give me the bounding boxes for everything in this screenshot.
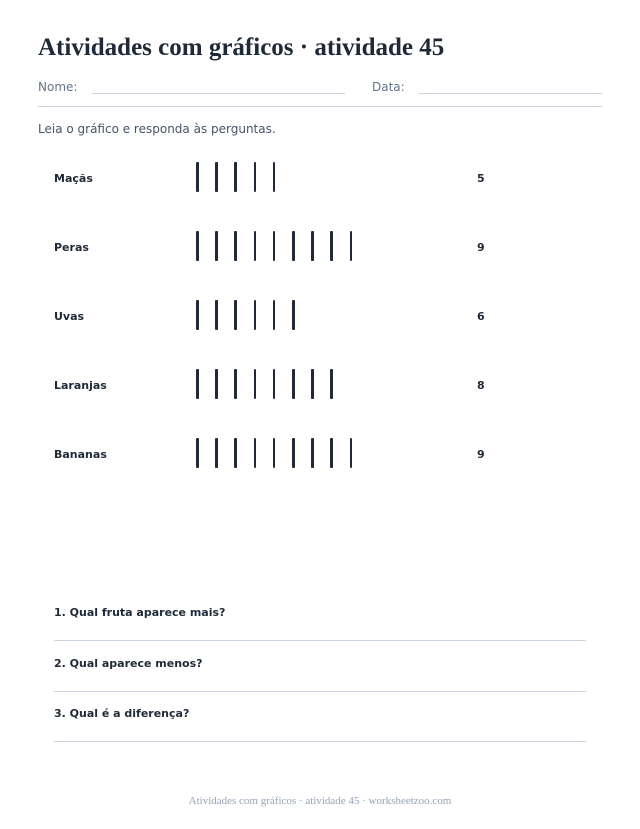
tally-mark bbox=[234, 369, 237, 399]
tally-mark bbox=[330, 369, 333, 399]
tally-row bbox=[0, 229, 640, 265]
answer-line[interactable] bbox=[54, 640, 586, 641]
tally-mark bbox=[254, 438, 257, 468]
tally-row bbox=[0, 436, 640, 472]
tally-mark bbox=[330, 438, 333, 468]
tally-mark bbox=[215, 300, 218, 330]
date-write-line[interactable] bbox=[419, 93, 602, 94]
tally-mark bbox=[273, 231, 276, 261]
count-value: 9 bbox=[477, 241, 485, 254]
tally-mark bbox=[234, 438, 237, 468]
name-write-line[interactable] bbox=[92, 93, 345, 94]
category-label: Maçãs bbox=[54, 172, 93, 185]
tally-mark bbox=[234, 231, 237, 261]
header-divider bbox=[38, 106, 602, 107]
question-text: 3. Qual é a diferença? bbox=[54, 707, 190, 720]
count-value: 8 bbox=[477, 379, 485, 392]
date-label: Data: bbox=[372, 80, 405, 94]
tally-mark bbox=[254, 300, 257, 330]
answer-line[interactable] bbox=[54, 691, 586, 692]
tally-row bbox=[0, 367, 640, 403]
category-label: Bananas bbox=[54, 448, 107, 461]
tally-mark bbox=[330, 231, 333, 261]
category-label: Uvas bbox=[54, 310, 85, 323]
tally-mark bbox=[254, 369, 257, 399]
tally-row bbox=[0, 160, 640, 196]
tally-mark bbox=[350, 231, 353, 261]
tally-mark bbox=[311, 438, 314, 468]
tally-mark bbox=[292, 300, 295, 330]
tally-mark bbox=[196, 369, 199, 399]
tally-mark bbox=[273, 162, 276, 192]
tally-mark bbox=[350, 438, 353, 468]
tally-mark bbox=[254, 162, 257, 192]
tally-mark bbox=[215, 231, 218, 261]
tally-row bbox=[0, 298, 640, 334]
category-label: Laranjas bbox=[54, 379, 107, 392]
answer-line[interactable] bbox=[54, 741, 586, 742]
tally-mark bbox=[292, 438, 295, 468]
question-text: 1. Qual fruta aparece mais? bbox=[54, 606, 226, 619]
tally-mark bbox=[234, 300, 237, 330]
count-value: 5 bbox=[477, 172, 485, 185]
category-label: Peras bbox=[54, 241, 89, 254]
tally-mark bbox=[234, 162, 237, 192]
worksheet-title: Atividades com gráficos · atividade 45 bbox=[38, 34, 445, 61]
tally-mark bbox=[273, 438, 276, 468]
tally-mark bbox=[196, 162, 199, 192]
instruction-text: Leia o gráfico e responda às perguntas. bbox=[38, 122, 276, 136]
tally-mark bbox=[273, 300, 276, 330]
tally-mark bbox=[196, 231, 199, 261]
tally-mark bbox=[254, 231, 257, 261]
count-value: 9 bbox=[477, 448, 485, 461]
tally-mark bbox=[196, 300, 199, 330]
tally-mark bbox=[215, 438, 218, 468]
count-value: 6 bbox=[477, 310, 485, 323]
tally-mark bbox=[273, 369, 276, 399]
tally-mark bbox=[292, 369, 295, 399]
tally-mark bbox=[215, 162, 218, 192]
tally-mark bbox=[311, 231, 314, 261]
tally-mark bbox=[292, 231, 295, 261]
tally-mark bbox=[311, 369, 314, 399]
tally-mark bbox=[215, 369, 218, 399]
page-footer: Atividades com gráficos · atividade 45 · worksheetzoo.com bbox=[188, 795, 452, 807]
tally-mark bbox=[196, 438, 199, 468]
name-label: Nome: bbox=[38, 80, 78, 94]
question-text: 2. Qual aparece menos? bbox=[54, 656, 203, 670]
